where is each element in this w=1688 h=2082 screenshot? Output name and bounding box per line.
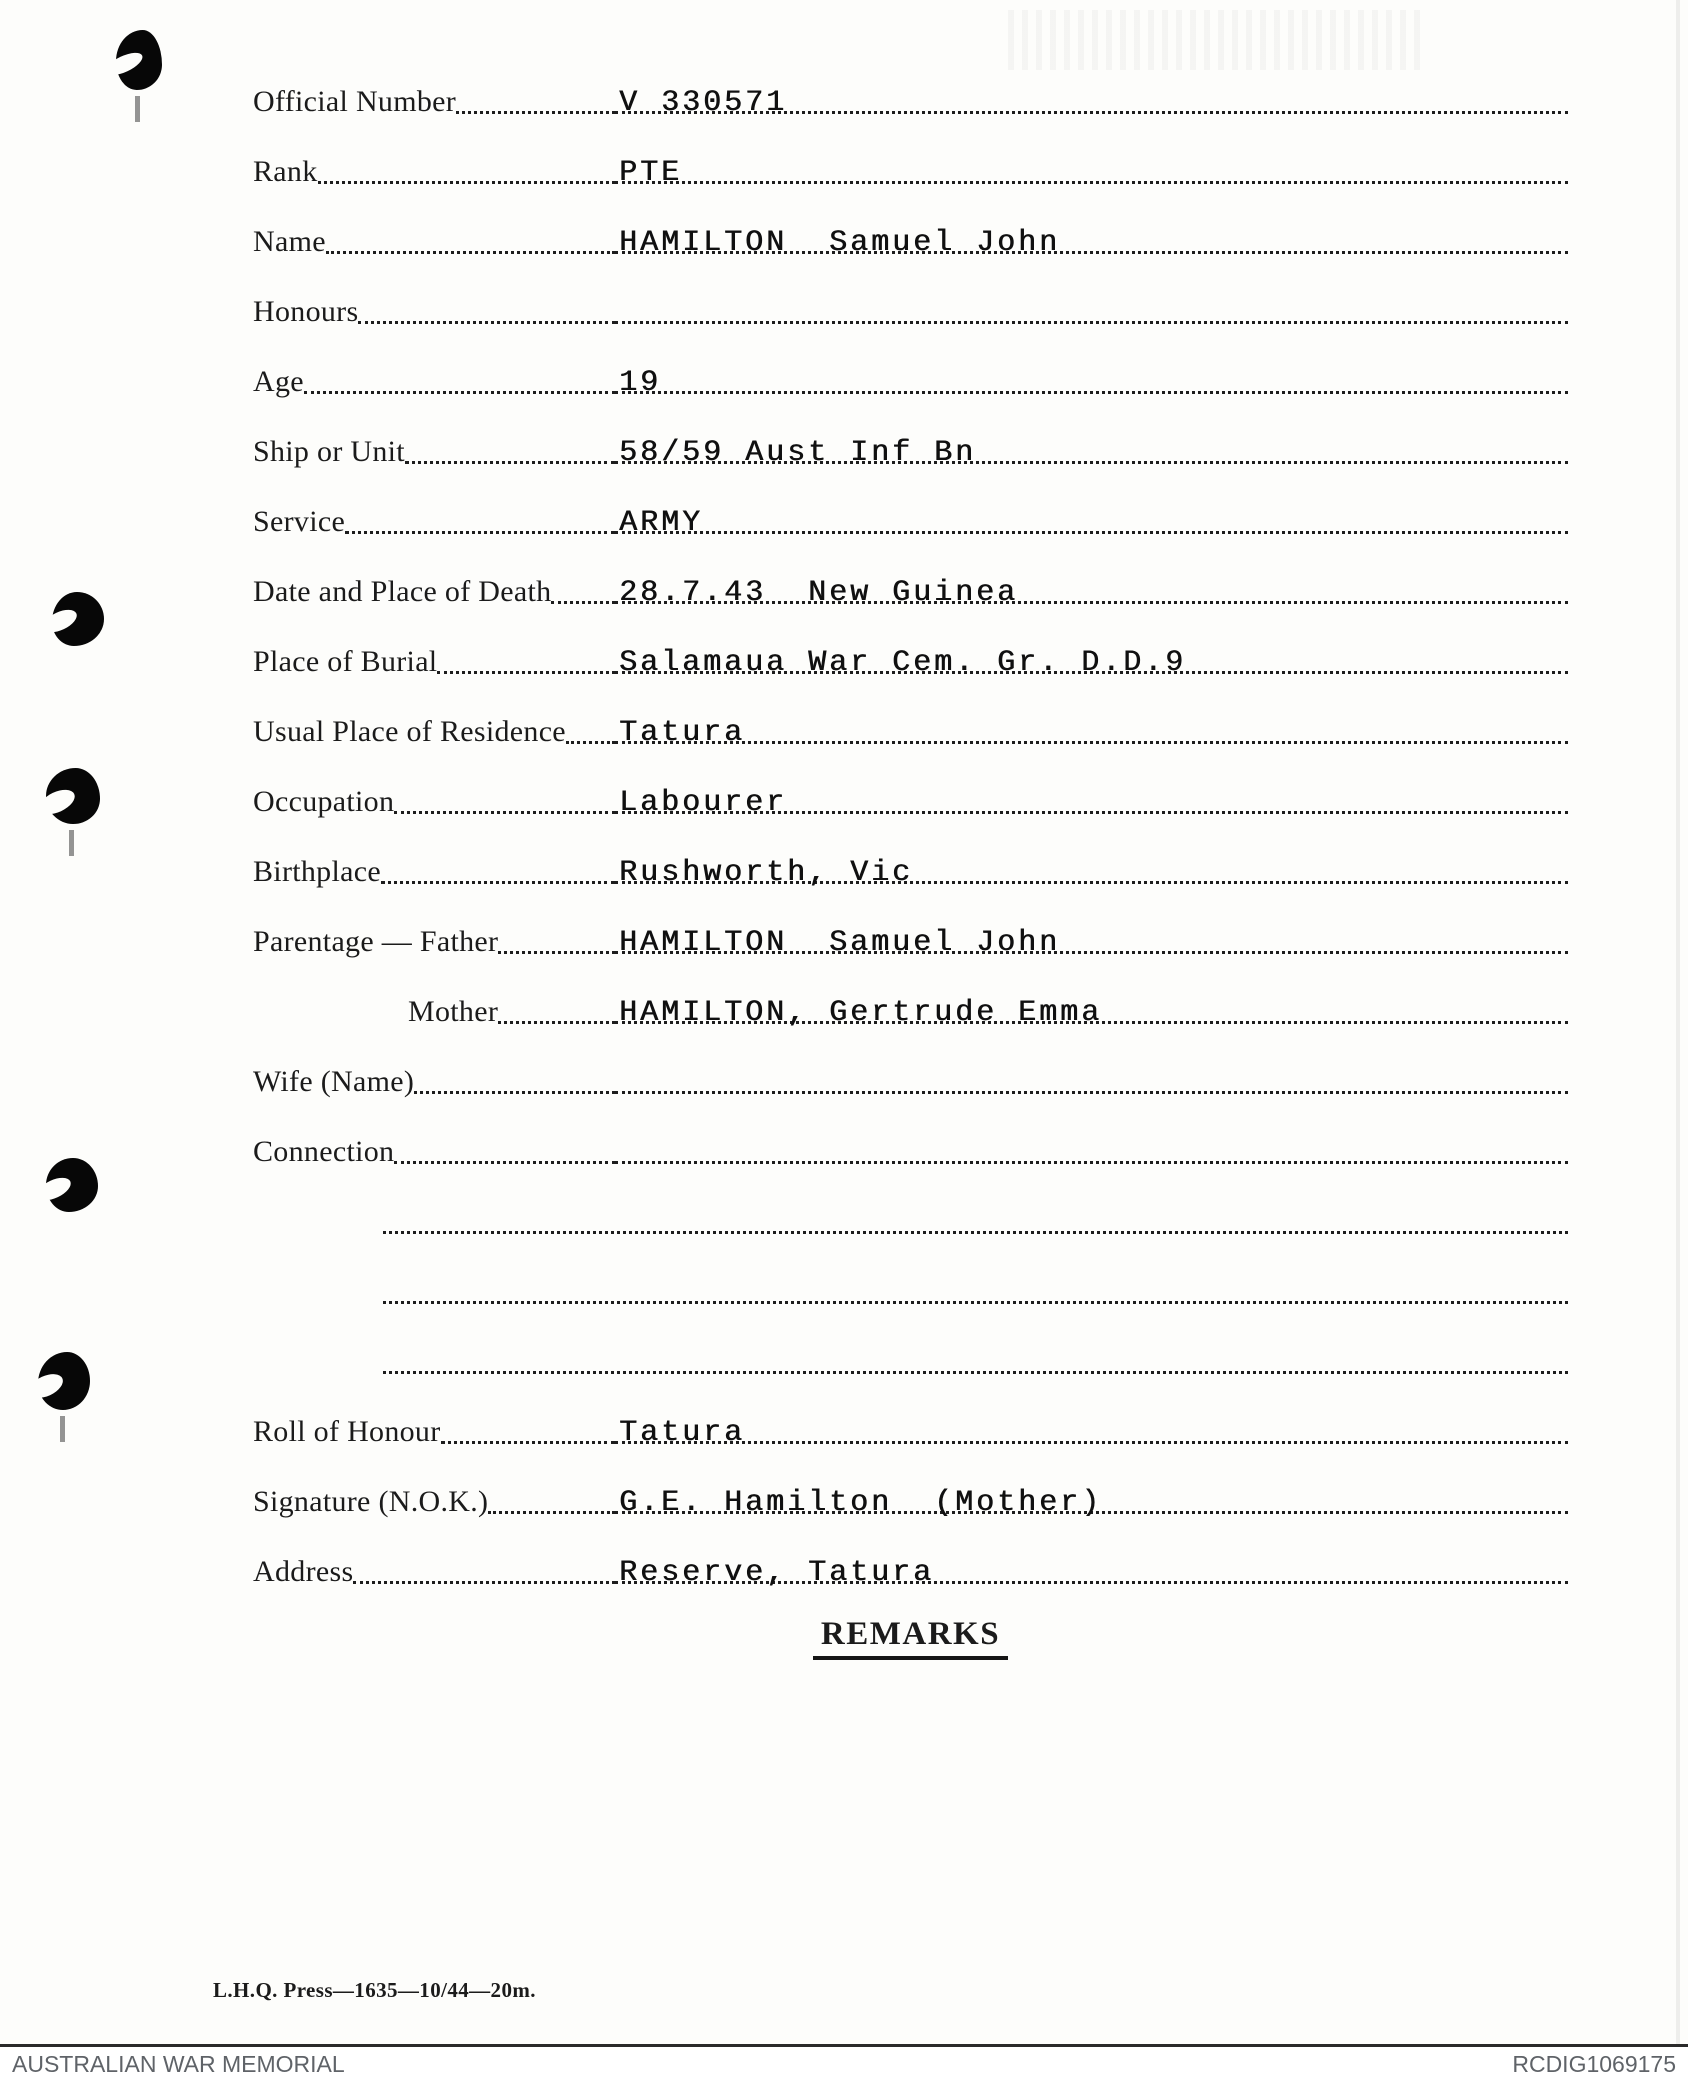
dotted-leader bbox=[381, 881, 615, 884]
field-label-cell bbox=[253, 1067, 615, 1098]
field-value: HAMILTON Samuel John bbox=[619, 926, 1061, 960]
form-row bbox=[253, 1518, 1568, 1588]
field-label-cell bbox=[253, 297, 615, 328]
ink-blob bbox=[46, 768, 100, 824]
dotted-leader bbox=[456, 111, 615, 114]
field-label-cell bbox=[253, 787, 615, 818]
form-row bbox=[253, 608, 1568, 678]
field-value-cell bbox=[615, 72, 1568, 120]
dotted-leader bbox=[414, 1091, 615, 1094]
dotted-leader bbox=[326, 251, 615, 254]
field-label-cell bbox=[253, 927, 615, 958]
field-label: Parentage — Father bbox=[253, 925, 499, 958]
dotted-leader bbox=[394, 1161, 615, 1164]
dotted-leader bbox=[304, 391, 615, 394]
form-rows bbox=[253, 48, 1568, 1588]
ink-blob bbox=[52, 592, 104, 646]
field-value-cell bbox=[615, 352, 1568, 400]
form-row bbox=[253, 118, 1568, 188]
field-label: Ship or Unit bbox=[253, 435, 405, 468]
field-value-cell bbox=[615, 562, 1568, 610]
field-value-cell bbox=[615, 1472, 1568, 1520]
dotted-leader bbox=[441, 1441, 615, 1444]
form-row bbox=[253, 958, 1568, 1028]
field-label: Name bbox=[253, 225, 326, 258]
field-value-cell bbox=[615, 1542, 1568, 1590]
form-row bbox=[253, 48, 1568, 118]
field-value-cell bbox=[615, 422, 1568, 470]
form-row bbox=[253, 538, 1568, 608]
field-value-cell bbox=[615, 212, 1568, 260]
form-row bbox=[253, 678, 1568, 748]
remarks-heading: REMARKS bbox=[813, 1616, 1008, 1660]
field-value: G.E. Hamilton (Mother) bbox=[619, 1486, 1103, 1520]
field-value-cell bbox=[615, 632, 1568, 680]
field-value: Salamaua War Cem. Gr. D.D.9 bbox=[619, 646, 1187, 680]
service-record-form bbox=[253, 48, 1568, 1660]
field-value: Tatura bbox=[619, 1416, 746, 1450]
ink-blob bbox=[38, 1352, 90, 1410]
form-row bbox=[253, 1098, 1568, 1168]
form-row bbox=[253, 748, 1568, 818]
field-label-cell bbox=[253, 717, 615, 748]
field-value-cell bbox=[615, 912, 1568, 960]
dotted-leader bbox=[383, 1371, 1568, 1374]
field-label-cell bbox=[253, 157, 615, 188]
field-value: HAMILTON Samuel John bbox=[619, 226, 1061, 260]
field-label: Honours bbox=[253, 295, 359, 328]
field-label-cell bbox=[253, 1487, 615, 1518]
field-value: 58/59 Aust Inf Bn bbox=[619, 436, 977, 470]
dotted-leader bbox=[383, 1231, 1568, 1234]
field-label-cell bbox=[253, 1557, 615, 1588]
field-label: Mother bbox=[408, 995, 499, 1028]
print-code: L.H.Q. Press—1635—10/44—20m. bbox=[213, 1978, 536, 2002]
field-label: Usual Place of Residence bbox=[253, 715, 566, 748]
field-label: Connection bbox=[253, 1135, 395, 1168]
field-value-cell bbox=[615, 1052, 1568, 1094]
form-blank-row bbox=[253, 1168, 1568, 1238]
scan-streak bbox=[1676, 0, 1680, 2082]
form-row bbox=[253, 888, 1568, 958]
dotted-leader bbox=[318, 181, 615, 184]
dotted-leader bbox=[405, 461, 615, 464]
field-value-cell bbox=[615, 772, 1568, 820]
form-row bbox=[253, 258, 1568, 328]
field-label-cell bbox=[253, 227, 615, 258]
form-row bbox=[253, 398, 1568, 468]
field-label: Occupation bbox=[253, 785, 395, 818]
dotted-leader bbox=[488, 1511, 615, 1514]
field-value: Labourer bbox=[619, 786, 788, 820]
field-label-cell bbox=[253, 437, 615, 468]
field-label: Date and Place of Death bbox=[253, 575, 552, 608]
field-value-cell bbox=[615, 1122, 1568, 1164]
field-label: Birthplace bbox=[253, 855, 381, 888]
footer-institution: AUSTRALIAN WAR MEMORIAL bbox=[12, 2051, 345, 2077]
field-value: HAMILTON, Gertrude Emma bbox=[619, 996, 1103, 1030]
field-label: Place of Burial bbox=[253, 645, 438, 678]
field-label-cell bbox=[253, 1417, 615, 1448]
field-label-cell bbox=[253, 87, 615, 118]
field-value: 28.7.43 New Guinea bbox=[619, 576, 1019, 610]
dotted-leader bbox=[345, 531, 615, 534]
form-row bbox=[253, 818, 1568, 888]
form-row bbox=[253, 188, 1568, 258]
field-label: Service bbox=[253, 505, 346, 538]
footer-bar bbox=[0, 2044, 1688, 2082]
field-value-cell bbox=[615, 842, 1568, 890]
field-value: ARMY bbox=[619, 506, 704, 540]
field-value: Reserve, Tatura bbox=[619, 1556, 935, 1590]
form-blank-row bbox=[253, 1238, 1568, 1308]
field-label: Official Number bbox=[253, 85, 457, 118]
field-label: Signature (N.O.K.) bbox=[253, 1485, 489, 1518]
field-value: PTE bbox=[619, 156, 683, 190]
dotted-leader bbox=[498, 951, 615, 954]
field-value-cell bbox=[615, 142, 1568, 190]
form-row bbox=[253, 328, 1568, 398]
field-label-cell bbox=[253, 577, 615, 608]
field-label-cell bbox=[253, 367, 615, 398]
field-label: Age bbox=[253, 365, 304, 398]
ink-blob bbox=[116, 30, 162, 90]
field-label: Wife (Name) bbox=[253, 1065, 415, 1098]
field-value: Rushworth, Vic bbox=[619, 856, 914, 890]
dotted-leader bbox=[437, 671, 615, 674]
field-value-cell bbox=[615, 492, 1568, 540]
footer-record-id: RCDIG1069175 bbox=[1512, 2051, 1676, 2077]
field-label-cell bbox=[253, 507, 615, 538]
field-value: Tatura bbox=[619, 716, 746, 750]
field-label-cell bbox=[253, 997, 615, 1028]
dotted-leader bbox=[566, 741, 615, 744]
field-label-cell bbox=[253, 857, 615, 888]
field-value-cell bbox=[615, 1402, 1568, 1450]
dotted-leader bbox=[358, 321, 615, 324]
form-row bbox=[253, 1448, 1568, 1518]
field-value-cell bbox=[615, 282, 1568, 324]
field-label-cell bbox=[253, 1137, 615, 1168]
field-value: V 330571 bbox=[619, 86, 788, 120]
field-value-cell bbox=[615, 982, 1568, 1030]
field-label: Roll of Honour bbox=[253, 1415, 441, 1448]
field-value-cell bbox=[615, 702, 1568, 750]
form-row bbox=[253, 1028, 1568, 1098]
field-label: Rank bbox=[253, 155, 318, 188]
dotted-leader bbox=[383, 1301, 1568, 1304]
form-blank-row bbox=[253, 1308, 1568, 1378]
field-label-cell bbox=[253, 647, 615, 678]
form-row bbox=[253, 1378, 1568, 1448]
dotted-leader bbox=[551, 601, 615, 604]
dotted-leader bbox=[353, 1581, 615, 1584]
form-row bbox=[253, 468, 1568, 538]
field-value: 19 bbox=[619, 366, 662, 400]
ink-blob bbox=[46, 1158, 98, 1212]
dotted-leader bbox=[498, 1021, 615, 1024]
field-label: Address bbox=[253, 1555, 354, 1588]
dotted-leader bbox=[394, 811, 615, 814]
